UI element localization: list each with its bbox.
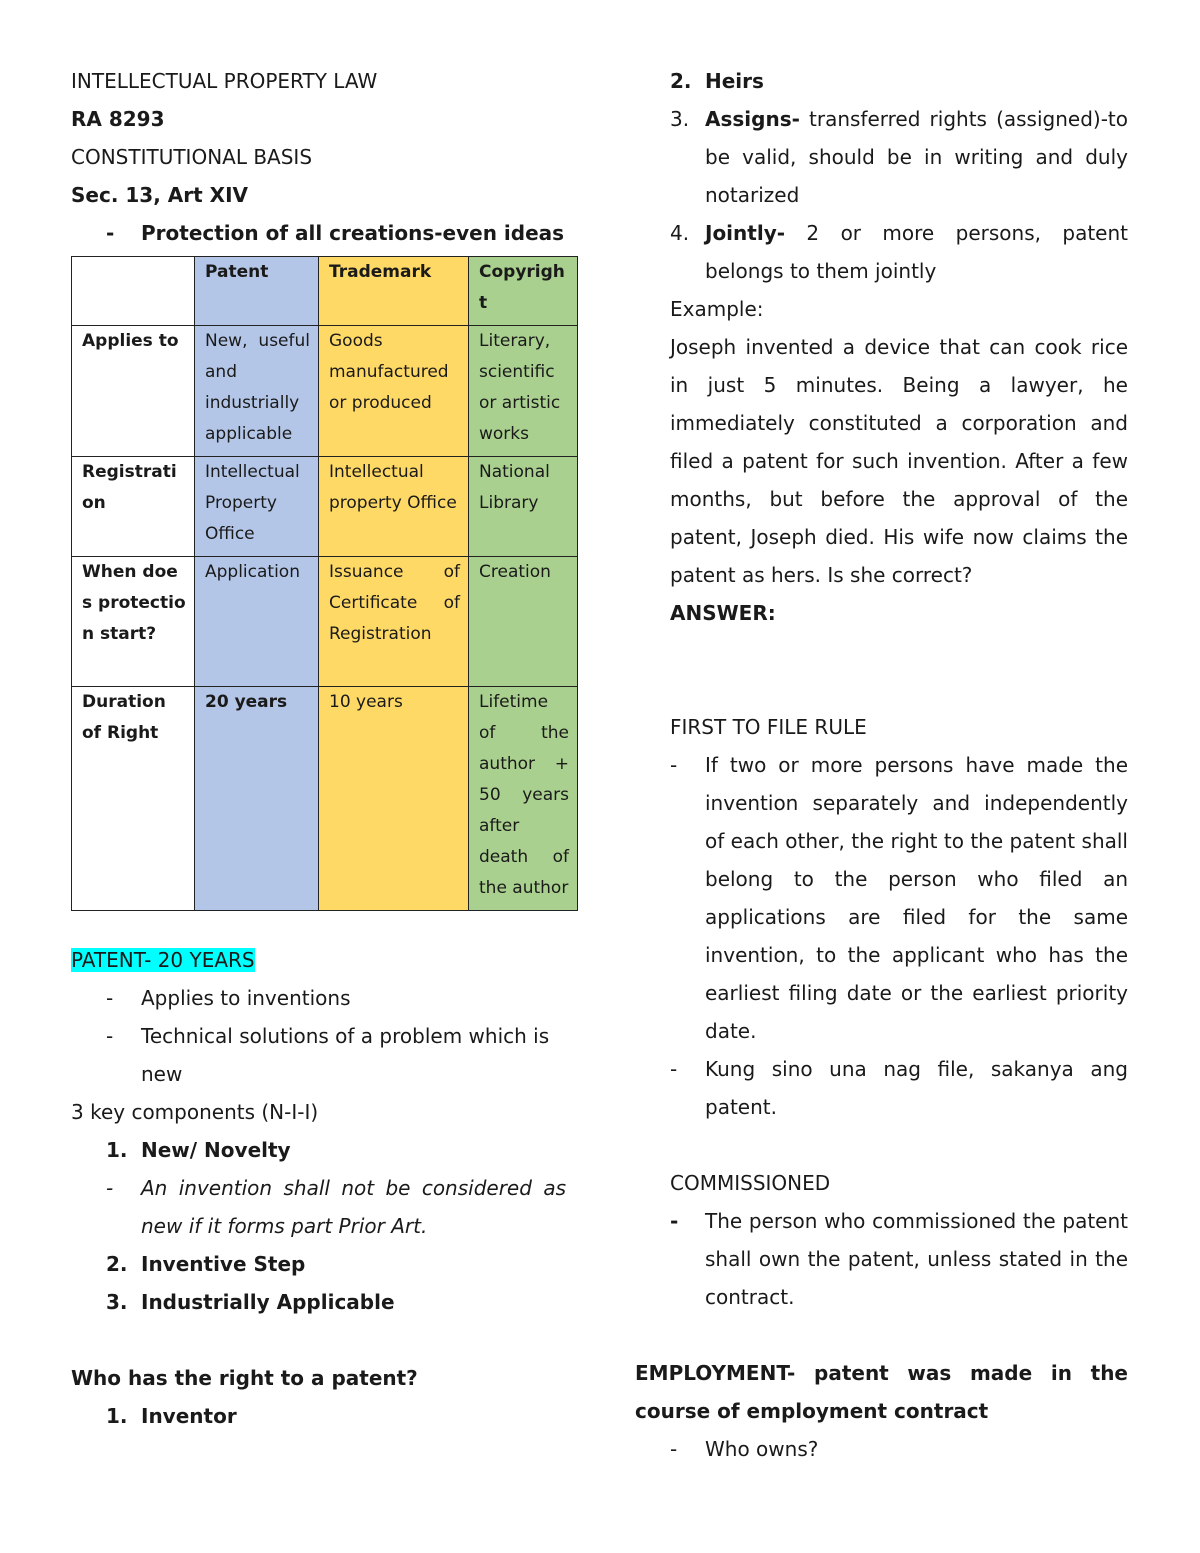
table-header-copyright: Copyright	[469, 257, 578, 326]
copyright-cell: National Library	[469, 457, 578, 557]
list-item	[670, 214, 1128, 290]
right-holder-inventor: Inventor	[141, 1404, 237, 1428]
dash-marker: -	[670, 753, 678, 777]
commissioned-bullet: The person who commissioned the patent shall own the patent, unless stated in the contract.	[705, 1209, 1128, 1309]
number-marker: 2.	[670, 69, 692, 93]
employment-heading: EMPLOYMENT- patent was made in the course of employment contract	[635, 1361, 1128, 1423]
answer-label: ANSWER:	[670, 601, 776, 625]
dash-marker: -	[106, 221, 115, 245]
trademark-cell: Goods manufactured or produced	[319, 326, 469, 457]
patent-cell: New, useful and industrially applicable	[195, 326, 319, 457]
components-heading: 3 key components (N-I-I)	[71, 1100, 319, 1124]
component-new: New/ Novelty	[141, 1138, 291, 1162]
list-item	[71, 1283, 566, 1321]
right-holder-heirs: Heirs	[705, 69, 764, 93]
table-header-blank	[72, 257, 195, 326]
patent-cell: Application	[195, 557, 319, 687]
table-row	[72, 687, 578, 911]
table-row	[72, 557, 578, 687]
table-row	[72, 326, 578, 457]
row-label: When does protection start?	[72, 557, 195, 687]
list-item	[670, 746, 1128, 1050]
jointly-term: Jointly-	[705, 221, 786, 245]
list-item	[71, 979, 566, 1017]
first-to-file-heading: FIRST TO FILE RULE	[670, 715, 867, 739]
dash-marker: -	[670, 1057, 678, 1081]
assigns-text: transferred rights (assigned)-to be valid, should be in writing and duly notarized	[705, 107, 1128, 207]
protection-text: Protection of all creations-even ideas	[141, 221, 565, 245]
ftf-bullet-1: If two or more persons have made the invention separately and independently of each other, the right to the patent shall belong to the person who filed an applications are filed for the same invention, to the applicant who has the earliest filing date or the earliest priority date.	[705, 753, 1128, 1043]
list-item	[71, 1017, 566, 1093]
table-row	[72, 457, 578, 557]
protection-bullet	[71, 214, 566, 252]
list-item	[670, 1202, 1128, 1316]
component-inventive: Inventive Step	[141, 1252, 306, 1276]
list-item	[71, 1169, 566, 1245]
patent-cell: Intellectual Property Office	[195, 457, 319, 557]
number-marker: 1.	[106, 1138, 128, 1162]
component-industrial: Industrially Applicable	[141, 1290, 395, 1314]
example-label: Example:	[670, 297, 764, 321]
patent-heading	[71, 941, 566, 979]
jointly-text: 2 or more persons, patent belongs to them jointly	[705, 221, 1128, 283]
list-item	[71, 1397, 566, 1435]
dash-marker: -	[106, 1176, 114, 1200]
list-item	[71, 1131, 566, 1169]
trademark-cell: Intellectual property Office	[319, 457, 469, 557]
ip-comparison-table	[71, 256, 578, 911]
dash-marker: -	[106, 1024, 114, 1048]
right-column	[635, 62, 1128, 1468]
right-to-patent-heading: Who has the right to a patent?	[71, 1366, 418, 1390]
dash-marker: -	[670, 1209, 679, 1233]
example-text: Joseph invented a device that can cook rice in just 5 minutes. Being a lawyer, he immediately constituted a corporation and filed a patent for such invention. After a few months, but before the approval of the patent, Joseph died. His wife now claims the patent as hers. Is she correct?	[670, 335, 1128, 587]
ra-number: RA 8293	[71, 107, 165, 131]
patent-bullet-1: Applies to inventions	[141, 986, 351, 1010]
patent-cell: 20 years	[195, 687, 319, 911]
trademark-cell: Issuance of Certificate of Registration	[319, 557, 469, 687]
row-label: Applies to	[72, 326, 195, 457]
employment-bullet: Who owns?	[705, 1437, 819, 1461]
left-column	[71, 62, 569, 1435]
list-item	[71, 1245, 566, 1283]
trademark-cell: 10 years	[319, 687, 469, 911]
number-marker: 1.	[106, 1404, 128, 1428]
commissioned-heading: COMMISSIONED	[670, 1171, 831, 1195]
number-marker: 2.	[106, 1252, 128, 1276]
novelty-note: An invention shall not be considered as new if it forms part Prior Art.	[141, 1176, 566, 1238]
table-header-patent: Patent	[195, 257, 319, 326]
ftf-bullet-2: Kung sino una nag file, sakanya ang patent.	[705, 1057, 1128, 1119]
dash-marker: -	[670, 1437, 678, 1461]
copyright-cell: Literary, scientific or artistic works	[469, 326, 578, 457]
constitutional-basis: CONSTITUTIONAL BASIS	[71, 145, 313, 169]
list-item	[670, 100, 1128, 214]
patent-bullet-2: Technical solutions of a problem which is new	[141, 1024, 550, 1086]
row-label: Duration of Right	[72, 687, 195, 911]
number-marker: 4.	[670, 221, 690, 245]
copyright-cell: Lifetime of the author + 50 years after death of the author	[469, 687, 578, 911]
number-marker: 3.	[670, 107, 690, 131]
patent-heading-text: PATENT- 20 YEARS	[71, 948, 255, 972]
table-header-trademark: Trademark	[319, 257, 469, 326]
dash-marker: -	[106, 986, 114, 1010]
section-ref: Sec. 13, Art XIV	[71, 183, 248, 207]
list-item	[670, 1430, 1128, 1468]
copyright-cell: Creation	[469, 557, 578, 687]
number-marker: 3.	[106, 1290, 128, 1314]
assigns-term: Assigns-	[705, 107, 800, 131]
table-header-row	[72, 257, 578, 326]
doc-title: INTELLECTUAL PROPERTY LAW	[71, 69, 378, 93]
list-item	[670, 62, 1128, 100]
row-label: Registration	[72, 457, 195, 557]
list-item	[670, 1050, 1128, 1126]
